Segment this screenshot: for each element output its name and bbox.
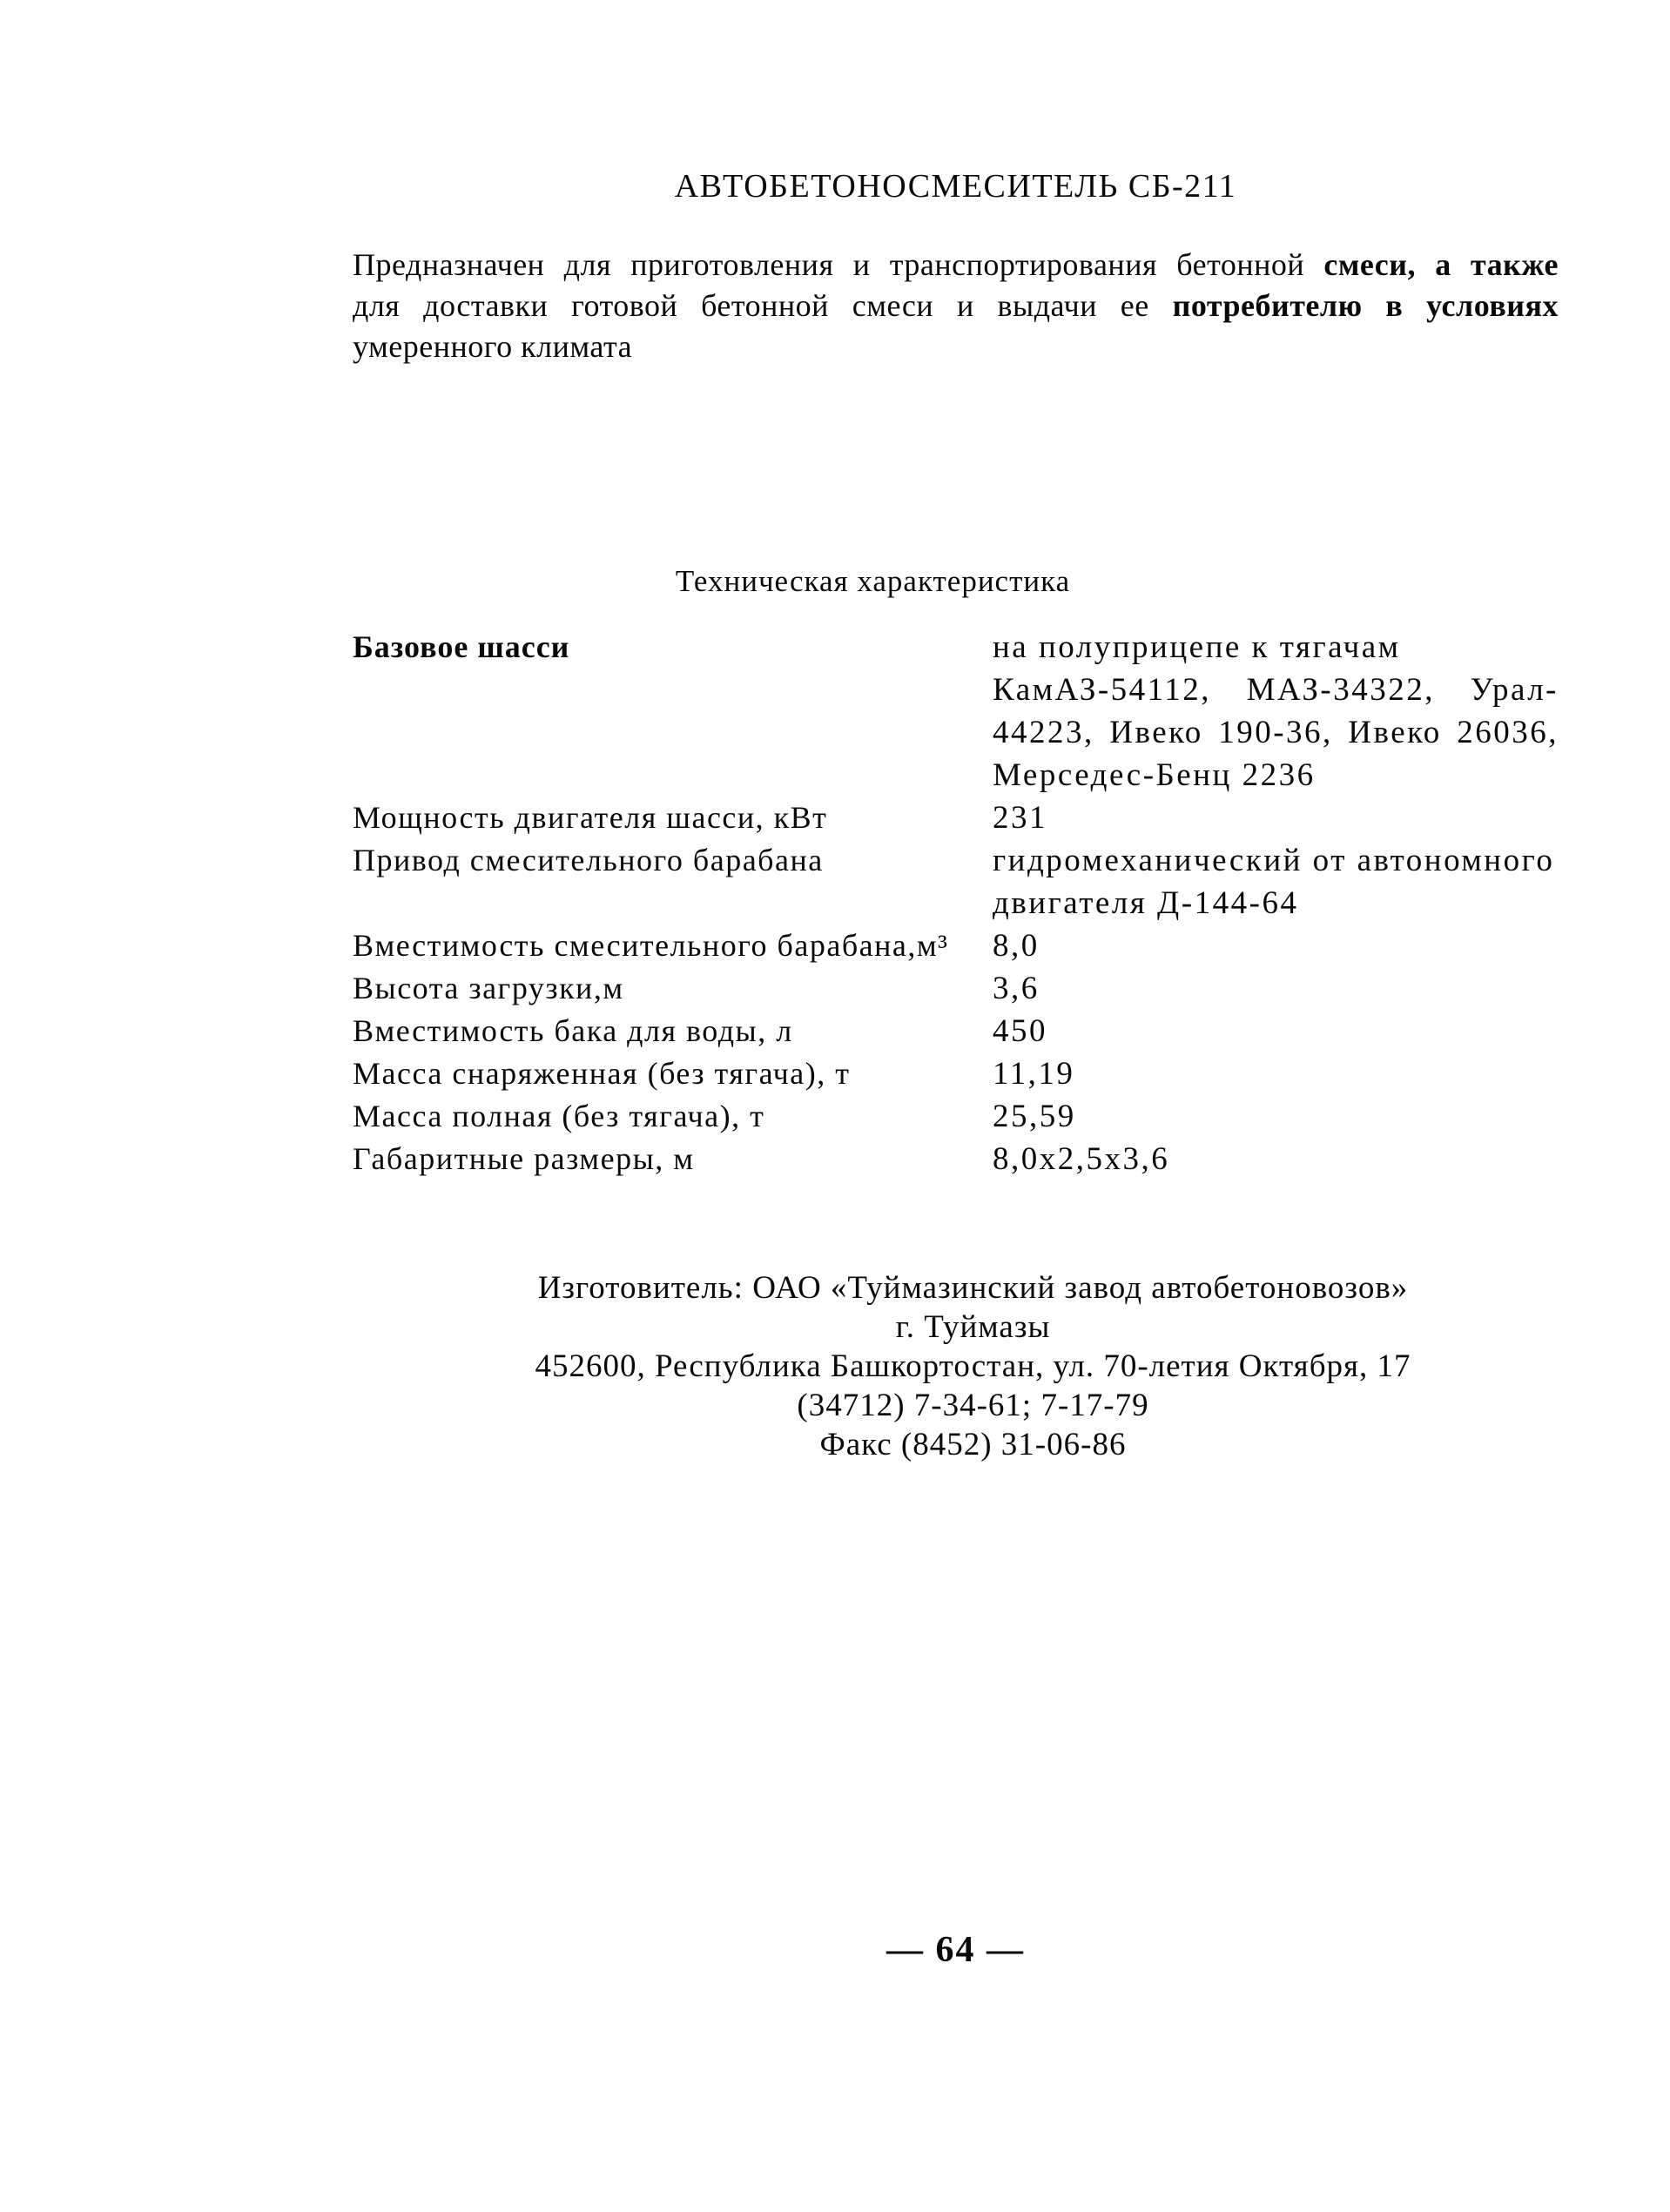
spec-row bbox=[353, 626, 1559, 797]
spec-value bbox=[993, 797, 1559, 839]
spec-label: Мощность двигателя шасси, кВт bbox=[353, 800, 828, 835]
intro-text: Предназначен для приготовления и транспортирования бетонной bbox=[353, 247, 1324, 282]
spec-value-line: 8,0х2,5х3,6 bbox=[993, 1141, 1170, 1177]
manufacturer-line: г. Туймазы bbox=[895, 1309, 1051, 1345]
spec-value bbox=[993, 924, 1559, 967]
intro-text: умеренного климата bbox=[353, 329, 633, 364]
spec-value-line: двигателя Д-144-64 bbox=[993, 885, 1299, 921]
spec-value-line: 3,6 bbox=[993, 971, 1040, 1006]
spec-value bbox=[993, 1010, 1559, 1052]
spec-row bbox=[353, 967, 1559, 1010]
spec-label: Вместимость смесительного барабана,м³ bbox=[353, 928, 949, 963]
spec-label: Габаритные размеры, м bbox=[353, 1141, 695, 1176]
spec-label: Вместимость бака для воды, л bbox=[353, 1013, 793, 1048]
spec-table bbox=[353, 626, 1559, 1180]
spec-label: Масса полная (без тягача), т bbox=[353, 1099, 765, 1133]
spec-row bbox=[353, 924, 1559, 967]
spec-value bbox=[993, 967, 1559, 1010]
spec-row bbox=[353, 839, 1559, 924]
spec-value-line: на полуприцепе к тягачам bbox=[993, 629, 1401, 665]
section-heading: Техническая характеристика bbox=[675, 564, 1071, 598]
document-title: АВТОБЕТОНОСМЕСИТЕЛЬ СБ-211 bbox=[674, 168, 1237, 205]
spec-label: Базовое шасси bbox=[353, 629, 570, 664]
manufacturer-line: 452600, Республика Башкортостан, ул. 70-летия Октября, 17 bbox=[535, 1348, 1411, 1384]
spec-value bbox=[993, 1138, 1559, 1180]
spec-label: Масса снаряженная (без тягача), т bbox=[353, 1056, 851, 1091]
spec-value-line: 25,59 bbox=[993, 1099, 1076, 1134]
spec-label: Привод смесительного барабана bbox=[353, 843, 824, 877]
spec-value bbox=[993, 839, 1559, 924]
spec-row bbox=[353, 1138, 1559, 1180]
spec-value-line: 231 bbox=[993, 800, 1047, 836]
intro-text-bold: потребителю в условиях bbox=[1172, 288, 1559, 323]
spec-value-line: 8,0 bbox=[993, 928, 1040, 964]
spec-value-line: 44223, Ивеко 190-36, Ивеко 26036, bbox=[993, 715, 1559, 750]
spec-row bbox=[353, 797, 1559, 839]
spec-row bbox=[353, 1052, 1559, 1095]
spec-row bbox=[353, 1095, 1559, 1138]
spec-value-line: 450 bbox=[993, 1013, 1047, 1049]
spec-value-line: КамАЗ-54112, МАЗ-34322, Урал- bbox=[993, 672, 1559, 708]
manufacturer-block bbox=[370, 1268, 1576, 1464]
spec-label: Высота загрузки,м bbox=[353, 971, 624, 1005]
manufacturer-line: Изготовитель: ОАО «Туймазинский завод автобетоновозов» bbox=[537, 1270, 1409, 1306]
intro-paragraph bbox=[353, 245, 1559, 367]
spec-value-line: гидромеханический от автономного bbox=[993, 843, 1555, 878]
intro-line bbox=[353, 245, 1559, 286]
spec-value-line: 11,19 bbox=[993, 1056, 1075, 1092]
spec-value-line: Мерседес-Бенц 2236 bbox=[993, 757, 1316, 793]
spec-value bbox=[993, 626, 1559, 797]
section-heading-row bbox=[353, 564, 1559, 599]
intro-text-bold: смеси, а также bbox=[1323, 247, 1559, 282]
spec-row bbox=[353, 1010, 1559, 1052]
intro-line bbox=[353, 286, 1559, 326]
spec-value bbox=[993, 1052, 1559, 1095]
spec-value bbox=[993, 1095, 1559, 1138]
intro-line bbox=[353, 326, 1559, 367]
page-number: — 64 — bbox=[886, 1930, 1025, 1970]
manufacturer-line: (34712) 7-34-61; 7-17-79 bbox=[797, 1388, 1149, 1423]
manufacturer-line: Факс (8452) 31-06-86 bbox=[819, 1427, 1127, 1462]
intro-text: для доставки готовой бетонной смеси и выдачи ее bbox=[353, 288, 1173, 323]
